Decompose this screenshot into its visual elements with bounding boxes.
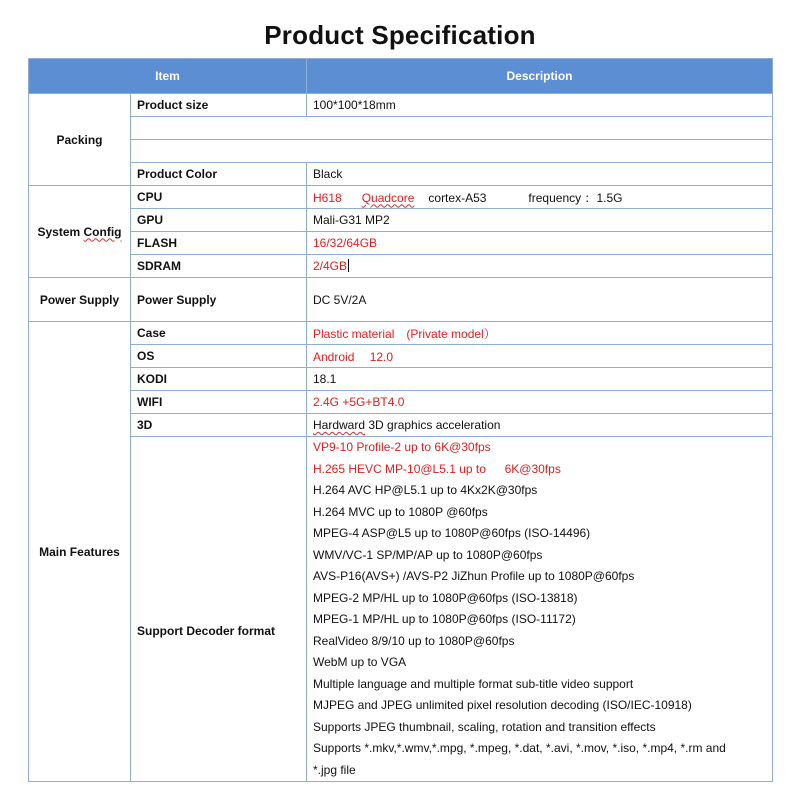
item-power-supply: Power Supply bbox=[131, 278, 307, 322]
decoder-line: MPEG-4 ASP@L5 up to 1080P@60fps (ISO-14496) bbox=[313, 526, 591, 540]
item-sdram: SDRAM bbox=[131, 255, 307, 278]
value-3d-part1: Hardward bbox=[313, 418, 366, 432]
decoder-line: Supports JPEG thumbnail, scaling, rotation and transition effects bbox=[313, 719, 656, 734]
decoder-lines bbox=[313, 437, 766, 781]
value-gpu: Mali-G31 MP2 bbox=[307, 209, 773, 232]
decoder-line: WebM up to VGA bbox=[313, 655, 407, 669]
table-row bbox=[29, 368, 773, 391]
table-row bbox=[29, 209, 773, 232]
blank-cell bbox=[131, 140, 773, 163]
category-power-supply: Power Supply bbox=[29, 278, 131, 322]
category-packing: Packing bbox=[29, 94, 131, 186]
table-row bbox=[29, 437, 773, 782]
table-row-blank bbox=[29, 140, 773, 163]
page-title: Product Specification bbox=[264, 20, 536, 50]
decoder-line: Supports *.mkv,*.wmv,*.mpg, *.mpeg, *.dat, *.avi, *.mov, *.iso, *.mp4, *.rm and bbox=[313, 741, 726, 755]
value-flash: 16/32/64GB bbox=[307, 232, 773, 255]
decoder-line: H.264 MVC up to 1080P @60fps bbox=[313, 504, 488, 519]
table-row bbox=[29, 322, 773, 345]
spec-table bbox=[28, 58, 773, 782]
value-case: Plastic material (Private model） bbox=[307, 322, 773, 345]
value-sdram: 2/4GB bbox=[313, 259, 348, 273]
item-flash: FLASH bbox=[131, 232, 307, 255]
item-gpu: GPU bbox=[131, 209, 307, 232]
item-product-color: Product Color bbox=[131, 163, 307, 186]
value-os: Android 12.0 bbox=[307, 345, 773, 368]
value-cpu bbox=[307, 186, 773, 209]
decoder-line: MJPEG and JPEG unlimited pixel resolution decoding (ISO/IEC-10918) bbox=[313, 698, 692, 712]
table-row-blank bbox=[29, 117, 773, 140]
table-row bbox=[29, 278, 773, 322]
decoder-line: MPEG-2 MP/HL up to 1080P@60fps (ISO-13818) bbox=[313, 590, 578, 605]
value-wifi: 2.4G +5G+BT4.0 bbox=[307, 391, 773, 414]
category-main-features: Main Features bbox=[29, 322, 131, 782]
value-3d bbox=[307, 414, 773, 437]
category-system-config-part1: System bbox=[37, 224, 84, 239]
value-product-color: Black bbox=[307, 163, 773, 186]
cpu-frequency: frequency ：1.5G bbox=[528, 190, 623, 205]
category-system-config-part2: Config bbox=[83, 224, 122, 239]
header-description: Description bbox=[307, 59, 773, 94]
cpu-chip: H618 bbox=[313, 190, 342, 205]
item-cpu: CPU bbox=[131, 186, 307, 209]
value-kodi: 18.1 bbox=[307, 368, 773, 391]
item-3d: 3D bbox=[131, 414, 307, 437]
blank-cell bbox=[131, 117, 773, 140]
value-3d-part2: 3D graphics acceleration bbox=[365, 418, 501, 432]
table-row bbox=[29, 255, 773, 278]
cpu-core: Quadcore bbox=[361, 190, 415, 205]
decoder-line: MPEG-1 MP/HL up to 1080P@60fps (ISO-11172) bbox=[313, 612, 576, 626]
header-item: Item bbox=[29, 59, 307, 94]
table-row bbox=[29, 232, 773, 255]
decoder-line: RealVideo 8/9/10 up to 1080P@60fps bbox=[313, 633, 515, 648]
table-row bbox=[29, 94, 773, 117]
table-row bbox=[29, 414, 773, 437]
table-header-row bbox=[29, 59, 773, 94]
item-wifi: WIFI bbox=[131, 391, 307, 414]
decoder-line: Multiple language and multiple format sub-title video support bbox=[313, 676, 634, 691]
table-row bbox=[29, 391, 773, 414]
decoder-line: *.jpg file bbox=[313, 762, 356, 777]
decoder-line: AVS-P16(AVS+) /AVS-P2 JiZhun Profile up to 1080P@60fps bbox=[313, 569, 635, 583]
cpu-arch: cortex-A53 bbox=[428, 190, 487, 205]
item-kodi: KODI bbox=[131, 368, 307, 391]
table-row bbox=[29, 345, 773, 368]
decoder-line: H.264 AVC HP@L5.1 up to 4Kx2K@30fps bbox=[313, 483, 538, 497]
item-product-size: Product size bbox=[131, 94, 307, 117]
item-decoder: Support Decoder format bbox=[131, 437, 307, 782]
item-os: OS bbox=[131, 345, 307, 368]
text-cursor bbox=[348, 259, 349, 272]
value-sdram-cell bbox=[307, 255, 773, 278]
table-row bbox=[29, 163, 773, 186]
decoder-line: WMV/VC-1 SP/MP/AP up to 1080P@60fps bbox=[313, 547, 543, 562]
decoder-line: H.265 HEVC MP-10@L5.1 up to 6K@30fps bbox=[313, 461, 561, 476]
table-row bbox=[29, 186, 773, 209]
category-system-config bbox=[29, 186, 131, 278]
item-case: Case bbox=[131, 322, 307, 345]
value-product-size: 100*100*18mm bbox=[307, 94, 773, 117]
decoder-line: VP9-10 Profile-2 up to 6K@30fps bbox=[313, 440, 491, 454]
decoder-list bbox=[307, 437, 773, 782]
value-power-supply: DC 5V/2A bbox=[307, 278, 773, 322]
